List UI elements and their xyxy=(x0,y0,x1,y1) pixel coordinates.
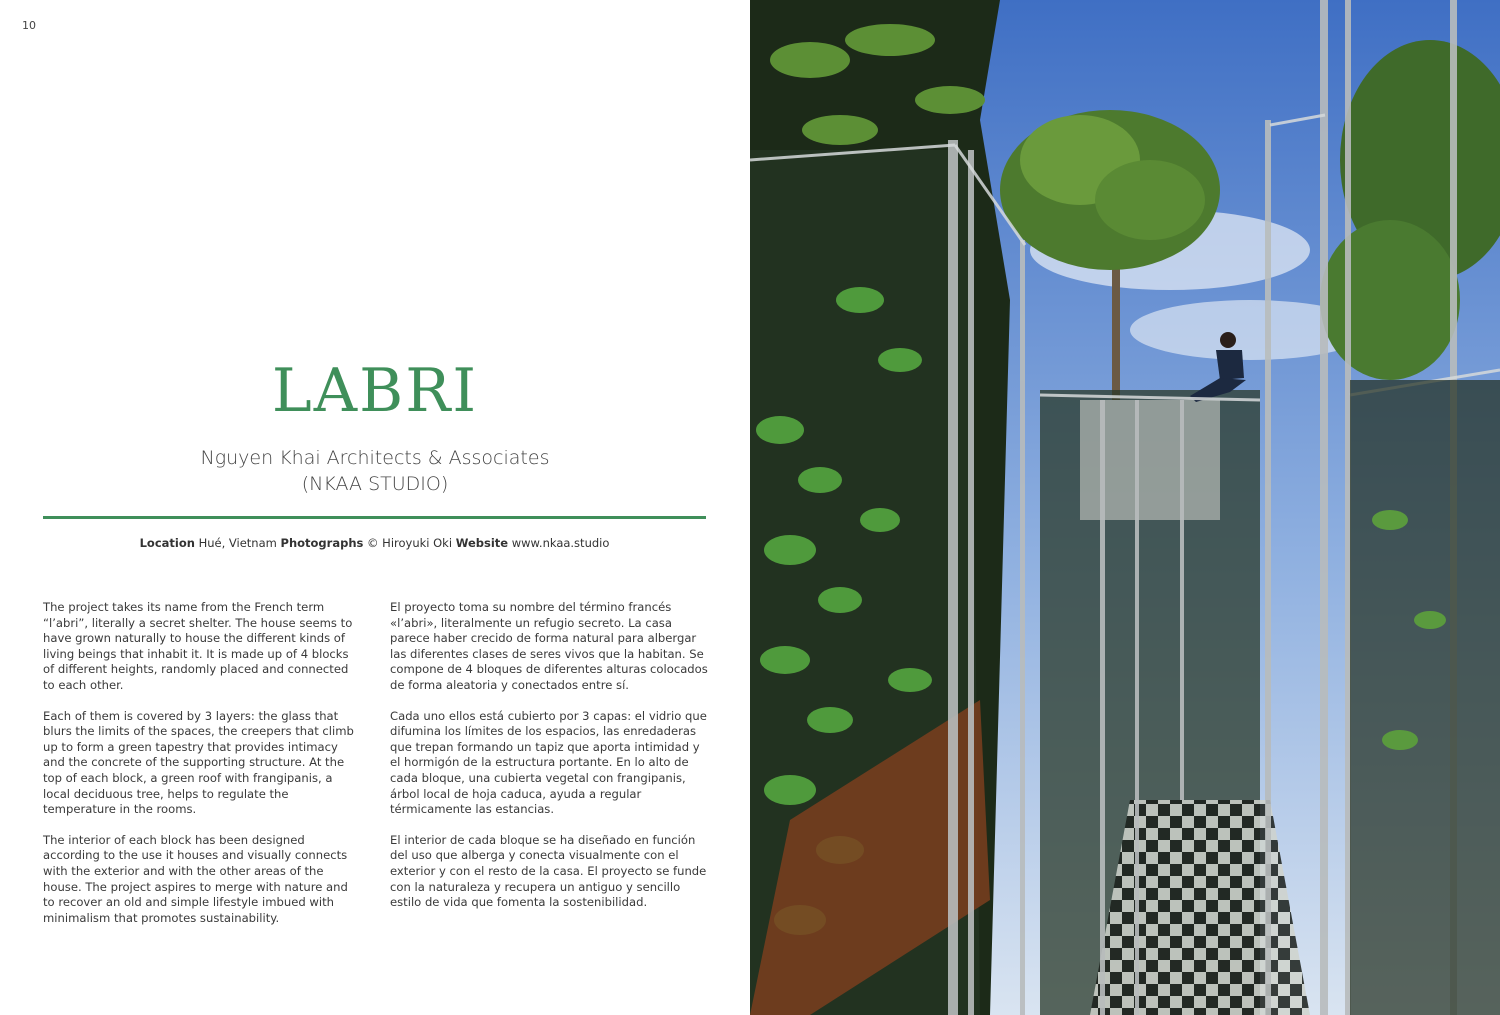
spanish-paragraph: El interior de cada bloque se ha diseñado en función del uso que alberga y conecta visualmente con el exterior y con el resto de la casa. El proyecto se funde con la naturaleza y recupera un antiguo y sencillo estilo de vida que fomenta la sostenibilidad. xyxy=(390,832,707,910)
website-value: www.nkaa.studio xyxy=(511,536,610,550)
website-label: Website xyxy=(455,536,509,550)
divider-rule xyxy=(43,516,706,519)
architect-line-2: (NKAA STUDIO) xyxy=(301,473,449,495)
spanish-text-column xyxy=(390,600,708,926)
spanish-paragraph: El proyecto toma su nombre del término francés «l’abri», literalmente un refugio secreto. La casa parece haber crecido de forma natural para albergar las diferentes clases de seres vivos que la habitan. Se compone de 4 bloques de diferentes alturas colocados de forma aleatoria y conectados entre sí. xyxy=(390,600,708,692)
photographs-label: Photographs xyxy=(280,536,364,550)
location-value: Hué, Vietnam xyxy=(198,536,277,550)
credits-line xyxy=(43,536,706,550)
architect-name xyxy=(150,445,600,497)
page-number: 10 xyxy=(22,19,36,32)
photo-illustration xyxy=(750,0,1500,1015)
spanish-paragraph: Cada uno ellos está cubierto por 3 capas: el vidrio que difumina los límites de los espacios, las enredaderas que trepan formando un tapiz que aporta intimidad y el hormigón de la estructura portante. En lo alto de cada bloque, una cubierta vegetal con frangipanis, árbol local de hoja caduca, ayuda a regular térmicamente las estancias. xyxy=(390,708,707,817)
english-paragraph: The project takes its name from the French term “l’abri”, literally a secret shelter. The house seems to have grown naturally to house the different kinds of living beings that inhabit it. It is made up of 4 blocks of different heights, randomly placed and connected to each other. xyxy=(43,600,353,692)
architect-line-1: Nguyen Khai Architects & Associates xyxy=(200,447,550,469)
english-text-column xyxy=(43,600,361,941)
project-title: LABRI xyxy=(271,356,479,426)
english-paragraph: Each of them is covered by 3 layers: the glass that blurs the limits of the spaces, the creepers that climb up to form a green tapestry that provides intimacy and the concrete of the supporting structure. At the top of each block, a green roof with frangipanis, a local deciduous tree, helps to regulate the temperature in the rooms. xyxy=(43,708,354,817)
location-label: Location xyxy=(139,536,195,550)
photographs-value: © Hiroyuki Oki xyxy=(367,536,453,550)
garden-house-photo xyxy=(750,0,1500,1015)
english-paragraph: The interior of each block has been designed according to the use it houses and visually connects with the exterior and with the other areas of the house. The project aspires to merge with nature and to recover an old and simple lifestyle imbued with minimalism that promotes sustainability. xyxy=(43,832,348,925)
